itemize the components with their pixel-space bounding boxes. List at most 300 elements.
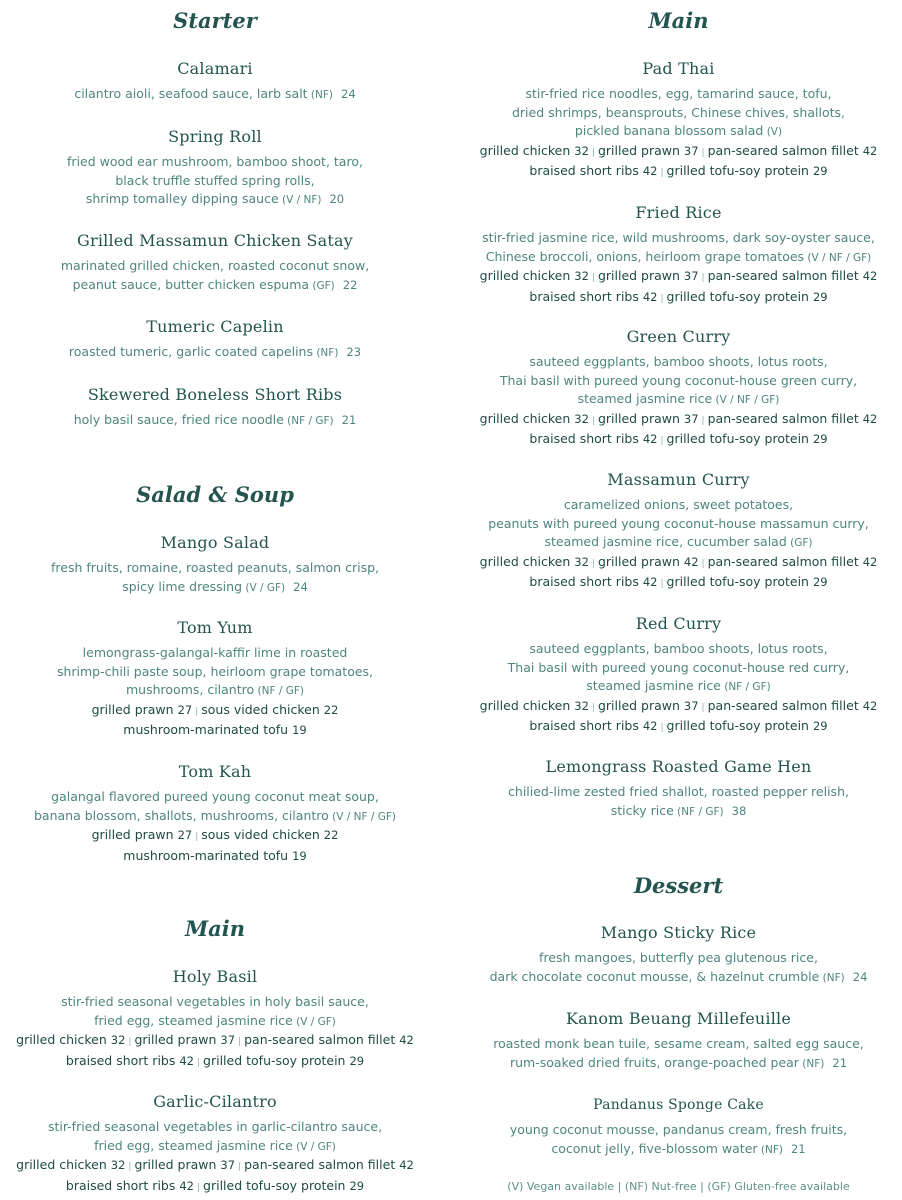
section-title-main: Main bbox=[648, 8, 709, 33]
protein-option-name: braised short ribs bbox=[529, 718, 643, 733]
separator: | bbox=[701, 415, 705, 426]
separator: | bbox=[591, 273, 595, 283]
protein-option-name: pan-seared salmon fillet bbox=[244, 1157, 400, 1172]
protein-options bbox=[0, 701, 430, 740]
protein-option-price: 37 bbox=[683, 698, 699, 713]
dish-description bbox=[455, 85, 902, 142]
description-text: fried egg, steamed jasmine rice bbox=[94, 1012, 293, 1028]
separator: | bbox=[660, 168, 664, 178]
dietary-tag: (NF) bbox=[757, 1143, 783, 1156]
protein-option-price: 22 bbox=[323, 828, 339, 842]
dish-price: 20 bbox=[329, 192, 345, 206]
dish-description bbox=[0, 85, 430, 105]
description-text: stir-fried jasmine rice, wild mushrooms, dark soy-oyster sauce, bbox=[482, 230, 875, 245]
separator: | bbox=[238, 1037, 242, 1047]
dietary-tag: (NF) bbox=[307, 89, 334, 101]
dish-name: Pandanus Sponge Cake bbox=[593, 1097, 764, 1113]
separator: | bbox=[660, 436, 664, 446]
menu-item-garlic-cilantro bbox=[0, 1091, 430, 1197]
protein-option-price: 42 bbox=[179, 1178, 194, 1193]
dish-price: 23 bbox=[346, 345, 362, 359]
protein-option-name: grilled tofu-soy protein bbox=[666, 574, 813, 589]
dietary-tag: (V / GF) bbox=[292, 1140, 336, 1153]
menu-item-kanom-beuang-millefeuille bbox=[455, 1008, 902, 1073]
description-text: spicy lime dressing bbox=[122, 578, 243, 594]
menu-item-lemongrass-roasted-game-hen bbox=[455, 756, 902, 821]
dish-description bbox=[455, 949, 902, 987]
separator: | bbox=[591, 415, 595, 426]
description-line bbox=[0, 153, 430, 172]
protein-option-name: grilled tofu-soy protein bbox=[666, 718, 813, 733]
protein-option-price: 32 bbox=[574, 554, 589, 569]
dish-description bbox=[0, 993, 430, 1031]
dish-price: 24 bbox=[341, 87, 356, 101]
protein-options-row bbox=[455, 162, 902, 183]
description-text: stir-fried seasonal vegetables in holy basil sauce, bbox=[61, 994, 369, 1009]
dish-description bbox=[455, 353, 902, 410]
protein-option-price: 42 bbox=[399, 1033, 414, 1047]
protein-options bbox=[0, 826, 430, 865]
dietary-tag: (V) bbox=[763, 126, 783, 138]
protein-option-name: grilled prawn bbox=[597, 697, 684, 713]
dish-name: Mango Salad bbox=[160, 533, 270, 552]
description-text: galangal flavored pureed young coconut meat soup, bbox=[51, 789, 379, 804]
protein-option-price: 42 bbox=[642, 575, 658, 589]
protein-option-price: 37 bbox=[683, 411, 699, 426]
protein-option-name: pan-seared salmon fillet bbox=[707, 142, 863, 158]
description-text: Thai basil with pureed young coconut-house green curry, bbox=[499, 372, 858, 388]
dish-name: Tom Yum bbox=[177, 618, 253, 637]
dish-price: 24 bbox=[293, 579, 308, 594]
description-text: sauteed eggplants, bamboo shoots, lotus roots, bbox=[529, 354, 828, 369]
description-line bbox=[455, 353, 902, 372]
description-line bbox=[455, 677, 902, 697]
protein-option-price: 29 bbox=[812, 164, 828, 178]
dish-name: Calamari bbox=[177, 59, 253, 78]
protein-option-name: grilled tofu-soy protein bbox=[666, 288, 813, 304]
dish-name: Fried Rice bbox=[635, 203, 722, 222]
description-text: sticky rice bbox=[610, 802, 674, 818]
protein-options-row bbox=[0, 721, 430, 740]
description-text: fried wood ear mushroom, bamboo shoot, taro, bbox=[67, 154, 363, 169]
dish-price: 38 bbox=[731, 803, 747, 818]
protein-option-name: grilled chicken bbox=[479, 697, 575, 713]
description-text: chilied-lime zested fried shallot, roasted pepper relish, bbox=[508, 784, 849, 799]
dietary-tag: (NF / GF) bbox=[720, 681, 771, 693]
dish-name: Tumeric Capelin bbox=[146, 317, 284, 336]
protein-option-name: grilled tofu-soy protein bbox=[203, 1177, 350, 1193]
dish-description bbox=[455, 1035, 902, 1073]
description-text: shrimp-chili paste soup, heirloom grape tomatoes, bbox=[56, 663, 374, 679]
protein-option-price: 42 bbox=[642, 432, 658, 446]
description-line bbox=[455, 85, 902, 104]
description-text: mushrooms, cilantro bbox=[126, 682, 255, 697]
description-line bbox=[455, 1121, 902, 1140]
description-text: steamed jasmine rice, cucumber salad bbox=[544, 534, 787, 549]
protein-option-price: 32 bbox=[574, 698, 589, 713]
description-line bbox=[455, 390, 902, 410]
separator: | bbox=[701, 147, 705, 158]
description-line bbox=[455, 783, 902, 802]
separator: | bbox=[701, 558, 705, 569]
protein-option-name: mushroom-marinated tofu bbox=[123, 847, 293, 863]
dish-description bbox=[0, 153, 430, 210]
description-text: steamed jasmine rice bbox=[577, 391, 713, 406]
protein-option-name: grilled prawn bbox=[597, 142, 684, 158]
menu-item-fried-rice bbox=[455, 202, 902, 308]
description-text: dark chocolate coconut mousse, & hazelnut crumble bbox=[489, 968, 820, 984]
dish-name: Garlic-Cilantro bbox=[153, 1092, 277, 1111]
dish-name: Lemongrass Roasted Game Hen bbox=[545, 757, 812, 776]
protein-options-row bbox=[0, 826, 430, 847]
protein-option-name: grilled chicken bbox=[479, 268, 575, 283]
description-line bbox=[455, 640, 902, 659]
dietary-tag: (V / NF / GF) bbox=[804, 251, 872, 264]
protein-options-row bbox=[0, 847, 430, 866]
dietary-tag: (GF) bbox=[309, 279, 335, 292]
dish-name: Green Curry bbox=[626, 327, 731, 346]
dish-name: Spring Roll bbox=[168, 127, 262, 146]
dish-description bbox=[455, 229, 902, 267]
dish-description bbox=[0, 559, 430, 597]
protein-option-name: grilled chicken bbox=[16, 1157, 111, 1172]
dish-description bbox=[0, 257, 430, 295]
description-line bbox=[0, 411, 430, 431]
section-title-main: Main bbox=[184, 916, 246, 941]
separator: | bbox=[196, 1057, 201, 1068]
protein-option-name: grilled chicken bbox=[479, 553, 575, 569]
protein-option-name: pan-seared salmon fillet bbox=[707, 268, 863, 283]
dietary-tag: (V / GF) bbox=[242, 581, 286, 594]
description-text: peanut sauce, butter chicken espuma bbox=[72, 276, 310, 292]
protein-options-row bbox=[455, 267, 902, 288]
separator: | bbox=[660, 293, 664, 304]
description-line bbox=[455, 968, 902, 988]
protein-option-name: grilled chicken bbox=[479, 410, 575, 426]
description-line bbox=[0, 559, 430, 578]
description-line bbox=[455, 802, 902, 822]
description-text: caramelized onions, sweet potatoes, bbox=[563, 497, 794, 512]
separator: | bbox=[591, 147, 595, 158]
description-text: black truffle stuffed spring rolls, bbox=[115, 172, 315, 188]
description-line bbox=[0, 1118, 430, 1137]
description-text: stir-fried seasonal vegetables in garlic-cilantro sauce, bbox=[47, 1119, 383, 1134]
menu-item-tom-yum bbox=[0, 617, 430, 740]
protein-option-name: grilled prawn bbox=[597, 553, 684, 569]
description-line bbox=[0, 190, 430, 210]
dietary-legend: (V) Vegan available | (NF) Nut-free | (GF) Gluten-free available bbox=[507, 1180, 850, 1193]
protein-option-price: 29 bbox=[349, 1178, 365, 1193]
protein-options bbox=[455, 697, 902, 738]
protein-option-price: 42 bbox=[642, 289, 658, 304]
protein-option-name: grilled prawn bbox=[597, 410, 684, 426]
protein-option-price: 29 bbox=[812, 432, 828, 446]
protein-option-price: 32 bbox=[574, 411, 589, 426]
dish-price: 24 bbox=[852, 969, 868, 984]
protein-options-row bbox=[0, 1177, 430, 1198]
description-line bbox=[0, 1012, 430, 1032]
description-text: pickled banana blossom salad bbox=[574, 123, 764, 138]
description-line bbox=[0, 788, 430, 807]
protein-option-name: braised short ribs bbox=[529, 163, 643, 178]
protein-option-price: 42 bbox=[862, 411, 878, 426]
description-text: banana blossom, shallots, mushrooms, cilantro bbox=[34, 807, 329, 823]
protein-option-price: 19 bbox=[292, 723, 307, 737]
description-text: Chinese broccoli, onions, heirloom grape tomatoes bbox=[485, 248, 805, 264]
protein-option-price: 42 bbox=[862, 143, 878, 158]
protein-option-name: braised short ribs bbox=[529, 574, 643, 589]
menu-item-mango-salad bbox=[0, 532, 430, 597]
separator: | bbox=[660, 579, 664, 589]
description-text: fried egg, steamed jasmine rice bbox=[94, 1137, 293, 1153]
description-text: Thai basil with pureed young coconut-house red curry, bbox=[507, 659, 850, 675]
dish-name: Mango Sticky Rice bbox=[600, 923, 757, 942]
protein-option-price: 37 bbox=[683, 269, 699, 283]
protein-option-name: grilled chicken bbox=[479, 142, 575, 158]
protein-options-row bbox=[0, 701, 430, 722]
description-line bbox=[455, 949, 902, 968]
description-text: marinated grilled chicken, roasted coconut snow, bbox=[60, 258, 370, 273]
protein-option-name: grilled prawn bbox=[91, 827, 178, 842]
dish-price: 22 bbox=[342, 277, 358, 292]
menu-item-mango-sticky-rice bbox=[455, 922, 902, 987]
protein-options bbox=[455, 267, 902, 308]
separator: | bbox=[196, 1182, 201, 1193]
description-line bbox=[0, 644, 430, 663]
dish-description bbox=[455, 640, 902, 697]
protein-option-price: 37 bbox=[220, 1158, 236, 1172]
separator: | bbox=[591, 702, 595, 713]
description-line bbox=[455, 496, 902, 515]
protein-options-row bbox=[455, 142, 902, 163]
protein-option-price: 37 bbox=[683, 143, 699, 158]
description-line bbox=[455, 515, 902, 534]
protein-options-row bbox=[0, 1031, 430, 1052]
protein-option-name: sous vided chicken bbox=[201, 827, 324, 842]
protein-options-row bbox=[455, 430, 902, 451]
description-text: young coconut mousse, pandanus cream, fresh fruits, bbox=[509, 1122, 848, 1137]
description-text: roasted tumeric, garlic coated capelins bbox=[68, 344, 313, 359]
dietary-tag: (V / GF) bbox=[292, 1015, 336, 1028]
protein-option-price: 29 bbox=[349, 1053, 365, 1068]
protein-option-price: 37 bbox=[220, 1033, 236, 1047]
dietary-tag: (NF / GF) bbox=[254, 685, 304, 697]
description-text: fresh mangoes, butterfly pea glutenous rice, bbox=[539, 950, 818, 965]
menu-item-pad-thai bbox=[455, 58, 902, 183]
dish-name: Skewered Boneless Short Ribs bbox=[87, 385, 343, 404]
separator: | bbox=[195, 706, 199, 717]
description-text: peanuts with pureed young coconut-house massamun curry, bbox=[488, 515, 869, 531]
dish-name: Pad Thai bbox=[642, 59, 715, 78]
dish-description bbox=[455, 1121, 902, 1159]
protein-options-row bbox=[455, 573, 902, 594]
protein-option-name: pan-seared salmon fillet bbox=[707, 697, 863, 713]
protein-options-row bbox=[455, 697, 902, 718]
protein-option-name: braised short ribs bbox=[65, 1177, 180, 1193]
dish-name: Kanom Beuang Millefeuille bbox=[565, 1009, 792, 1028]
description-line bbox=[0, 257, 430, 276]
protein-option-price: 42 bbox=[642, 164, 658, 178]
separator: | bbox=[128, 1037, 132, 1047]
dish-description bbox=[0, 411, 430, 431]
dish-description bbox=[455, 496, 902, 553]
description-text: lemongrass-galangal-kaffir lime in roasted bbox=[82, 645, 348, 660]
protein-options-row bbox=[455, 410, 902, 431]
description-text: cilantro aioli, seafood sauce, larb salt bbox=[74, 86, 308, 101]
protein-option-name: sous vided chicken bbox=[201, 701, 324, 717]
dish-price: 21 bbox=[790, 1141, 806, 1156]
protein-option-price: 29 bbox=[812, 575, 828, 589]
description-text: shrimp tomalley dipping sauce bbox=[85, 191, 279, 206]
menu-item-calamari bbox=[0, 58, 430, 105]
protein-options-row bbox=[455, 288, 902, 309]
dish-name: Massamun Curry bbox=[607, 470, 750, 489]
dietary-tag: (NF) bbox=[312, 347, 339, 359]
protein-option-name: mushroom-marinated tofu bbox=[123, 722, 293, 737]
dish-price: 21 bbox=[341, 413, 357, 427]
protein-option-price: 42 bbox=[179, 1053, 194, 1068]
section-title-salad-soup: Salad & Soup bbox=[136, 482, 294, 507]
protein-options bbox=[455, 553, 902, 594]
protein-option-price: 22 bbox=[323, 702, 339, 717]
protein-option-name: braised short ribs bbox=[529, 431, 643, 446]
description-text: roasted monk bean tuile, sesame cream, salted egg sauce, bbox=[493, 1036, 864, 1051]
protein-option-price: 29 bbox=[812, 719, 828, 733]
dish-price: 21 bbox=[832, 1055, 848, 1070]
protein-option-price: 42 bbox=[642, 719, 658, 733]
description-line bbox=[0, 172, 430, 191]
protein-option-name: grilled prawn bbox=[91, 701, 178, 717]
dish-name: Tom Kah bbox=[178, 762, 252, 781]
protein-option-price: 42 bbox=[862, 554, 878, 569]
description-line bbox=[0, 663, 430, 682]
protein-option-name: pan-seared salmon fillet bbox=[707, 410, 863, 426]
protein-option-name: pan-seared salmon fillet bbox=[244, 1032, 400, 1047]
dietary-tag: (NF) bbox=[798, 1057, 825, 1070]
protein-option-price: 42 bbox=[399, 1158, 414, 1172]
menu-item-pandanus-sponge-cake bbox=[455, 1094, 902, 1159]
description-line bbox=[0, 993, 430, 1012]
protein-option-name: grilled tofu-soy protein bbox=[203, 1052, 350, 1068]
description-line bbox=[455, 1054, 902, 1074]
dish-description bbox=[0, 788, 430, 826]
description-line bbox=[0, 343, 430, 363]
protein-option-name: grilled prawn bbox=[134, 1157, 221, 1172]
description-line bbox=[0, 1137, 430, 1157]
protein-option-name: braised short ribs bbox=[529, 288, 643, 304]
description-text: holy basil sauce, fried rice noodle bbox=[73, 412, 284, 427]
section-title-dessert: Dessert bbox=[633, 873, 724, 898]
dietary-tag: (V / NF / GF) bbox=[712, 394, 780, 406]
separator: | bbox=[660, 723, 664, 733]
menu-item-holy-basil bbox=[0, 966, 430, 1072]
protein-option-price: 42 bbox=[862, 269, 878, 283]
protein-options bbox=[455, 410, 902, 451]
description-text: stir-fried rice noodles, egg, tamarind sauce, tofu, bbox=[525, 86, 832, 101]
protein-option-price: 27 bbox=[177, 702, 193, 717]
description-text: dried shrimps, beansprouts, Chinese chives, shallots, bbox=[511, 104, 845, 120]
description-line bbox=[455, 372, 902, 391]
dietary-tag: (V / NF) bbox=[278, 194, 322, 206]
description-text: rum-soaked dried fruits, orange-poached pear bbox=[509, 1054, 799, 1070]
menu-item-spring-roll bbox=[0, 126, 430, 210]
menu-item-massamun-curry bbox=[455, 469, 902, 594]
protein-option-price: 27 bbox=[177, 828, 193, 842]
dish-name: Red Curry bbox=[635, 614, 722, 633]
protein-option-name: braised short ribs bbox=[65, 1052, 180, 1068]
dietary-tag: (NF / GF) bbox=[673, 805, 724, 818]
dietary-tag: (NF) bbox=[819, 971, 845, 984]
dish-description bbox=[0, 1118, 430, 1156]
dish-name: Holy Basil bbox=[172, 967, 258, 986]
protein-option-name: grilled tofu-soy protein bbox=[666, 163, 813, 178]
protein-option-name: grilled chicken bbox=[16, 1032, 111, 1047]
menu-item-tumeric-capelin bbox=[0, 316, 430, 363]
description-line bbox=[455, 659, 902, 678]
protein-option-price: 32 bbox=[574, 143, 589, 158]
menu-item-grilled-massamun-chicken-satay bbox=[0, 230, 430, 295]
description-line bbox=[0, 807, 430, 827]
protein-options-row bbox=[455, 553, 902, 574]
protein-option-name: grilled tofu-soy protein bbox=[666, 431, 813, 446]
description-line bbox=[455, 1140, 902, 1160]
protein-options bbox=[455, 142, 902, 183]
separator: | bbox=[701, 702, 705, 713]
protein-option-price: 32 bbox=[110, 1158, 126, 1172]
separator: | bbox=[701, 273, 705, 283]
protein-option-price: 32 bbox=[110, 1033, 126, 1047]
description-line bbox=[455, 104, 902, 123]
description-line bbox=[455, 122, 902, 142]
protein-option-price: 42 bbox=[862, 698, 878, 713]
separator: | bbox=[128, 1162, 132, 1172]
protein-option-name: grilled prawn bbox=[134, 1032, 221, 1047]
dish-name: Grilled Massamun Chicken Satay bbox=[76, 231, 353, 250]
description-text: coconut jelly, five-blossom water bbox=[551, 1140, 758, 1156]
dietary-tag: (NF / GF) bbox=[283, 415, 334, 427]
protein-options-row bbox=[455, 717, 902, 738]
dietary-tag: (GF) bbox=[786, 537, 813, 549]
protein-options bbox=[0, 1031, 430, 1072]
protein-option-name: grilled prawn bbox=[597, 268, 684, 283]
section-title-starter: Starter bbox=[173, 8, 257, 33]
protein-option-name: pan-seared salmon fillet bbox=[707, 553, 863, 569]
description-line bbox=[455, 248, 902, 268]
description-line bbox=[455, 533, 902, 553]
description-line bbox=[0, 85, 430, 105]
description-line bbox=[0, 276, 430, 296]
dish-description bbox=[0, 343, 430, 363]
separator: | bbox=[195, 832, 199, 842]
protein-options-row bbox=[0, 1156, 430, 1177]
description-line bbox=[0, 578, 430, 598]
separator: | bbox=[238, 1162, 242, 1172]
dish-description bbox=[0, 644, 430, 701]
dish-description bbox=[455, 783, 902, 821]
separator: | bbox=[591, 558, 595, 569]
description-line bbox=[455, 229, 902, 248]
protein-option-price: 32 bbox=[574, 269, 589, 283]
menu-item-red-curry bbox=[455, 613, 902, 738]
protein-options bbox=[0, 1156, 430, 1197]
description-text: fresh fruits, romaine, roasted peanuts, salmon crisp, bbox=[51, 560, 379, 575]
description-line bbox=[0, 681, 430, 701]
menu-item-skewered-boneless-short-ribs bbox=[0, 384, 430, 431]
protein-option-price: 42 bbox=[683, 554, 699, 569]
dietary-tag: (V / NF / GF) bbox=[328, 810, 396, 823]
protein-option-price: 19 bbox=[292, 848, 307, 863]
menu-item-green-curry bbox=[455, 326, 902, 451]
